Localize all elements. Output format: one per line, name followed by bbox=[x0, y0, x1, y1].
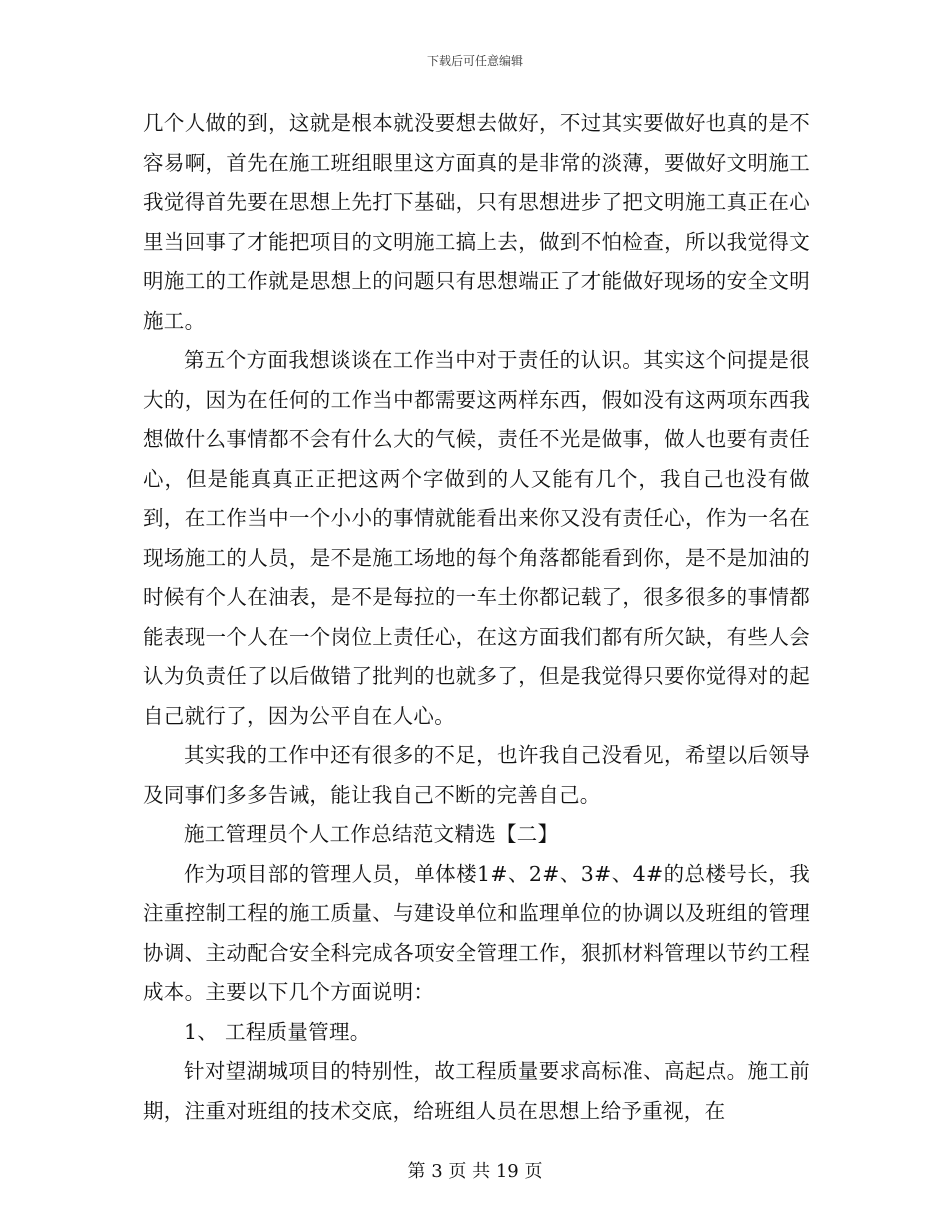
paragraph-intro: 作为项目部的管理人员，单体楼1#、2#、3#、4#的总楼号长，我注重控制工程的施工质量、与建设单位和监理单位的协调以及班组的管理协调、主动配合安全科完成各项安全管理工作，狠抓材料管理以节约工程成本。主要以下几个方面说明： bbox=[143, 861, 810, 1004]
page-number: 第 3 页 共 19 页 bbox=[407, 1161, 543, 1182]
paragraph-quality: 针对望湖城项目的特别性，故工程质量要求高标准、高起点。施工前期，注重对班组的技术交底，给班组人员在思想上给予重视，在 bbox=[143, 1059, 810, 1123]
page-header-note: 下载后可任意编辑 bbox=[426, 54, 523, 68]
list-item-quality-management: 1、 工程质量管理。 bbox=[184, 1019, 371, 1044]
section-heading: 施工管理员个人工作总结范文精选【二】 bbox=[184, 822, 559, 846]
paragraph-continuation: 几个人做的到，这就是根本就没要想去做好，不过其实要做好也真的是不容易啊，首先在施工班组眼里这方面真的是非常的淡薄，要做好文明施工我觉得首先要在思想上先打下基础，只有思想进步了把文明施工真正在心里当回事了才能把项目的文明施工搞上去，做到不怕检查，所以我觉得文明施工的工作就是思想上的问题只有思想端正了才能做好现场的安全文明施工。 bbox=[143, 111, 810, 333]
paragraph-shortcomings: 其实我的工作中还有很多的不足，也许我自己没看见，希望以后领导及同事们多多告诫，能让我自己不断的完善自己。 bbox=[143, 743, 810, 807]
document-body bbox=[143, 104, 810, 1131]
paragraph-responsibility: 第五个方面我想谈谈在工作当中对于责任的认识。其实这个问提是很大的，因为在任何的工作当中都需要这两样东西，假如没有这两项东西我想做什么事情都不会有什么大的气候，责任不光是做事，做人也要有责任心，但是能真真正正把这两个字做到的人又能有几个，我自己也没有做到，在工作当中一个小小的事情就能看出来你又没有责任心，作为一名在现场施工的人员，是不是施工场地的每个角落都能看到你，是不是加油的时候有个人在油表，是不是每拉的一车土你都记载了，很多很多的事情都能表现一个人在一个岗位上责任心，在这方面我们都有所欠缺，有些人会认为负责任了以后做错了批判的也就多了，但是我觉得只要你觉得对的起自己就行了，因为公平自在人心。 bbox=[143, 348, 810, 728]
